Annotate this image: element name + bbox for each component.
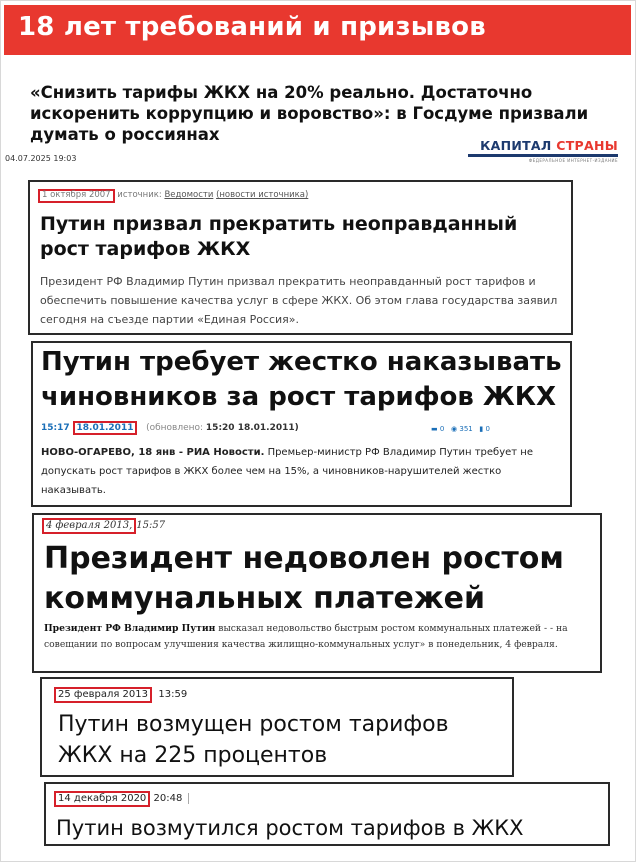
clip-time: 15:17 xyxy=(41,423,70,433)
clip-text-body: высказал недовольство быстрым ростом коммунальных платежей - - на совещании по вопросам улучшения качества жилищно-коммунальных услуг» в понедельник, 4 февраля. xyxy=(44,623,568,650)
comment-icon[interactable]: ▬ xyxy=(431,425,438,433)
highlighted-date: 25 февраля 2013 xyxy=(54,687,152,703)
clip-time: 20:48 xyxy=(153,793,183,804)
clip-text-body: Премьер-министр РФ Владимир Путин требует не допускать рост тарифов в ЖКХ более чем на 15%, а чиновников-нарушителей жестко наказывать. xyxy=(41,447,533,496)
clip-meta xyxy=(41,421,299,435)
logo-subtitle: ФЕДЕРАЛЬНОЕ ИНТЕРНЕТ-ИЗДАНИЕ xyxy=(528,158,618,163)
news-clip-2020 xyxy=(44,782,610,846)
highlighted-date: 4 февраля 2013, xyxy=(42,518,136,534)
lead-bold: Президент РФ Владимир Путин xyxy=(44,623,216,634)
views-count: 351 xyxy=(459,425,473,433)
banner-title: 18 лет требований и призывов xyxy=(18,12,486,42)
main-article-date: 04.07.2025 19:03 xyxy=(5,154,77,163)
updated-value: 15:20 18.01.2011) xyxy=(205,423,299,433)
news-clip-2007 xyxy=(28,180,573,335)
eye-icon: ◉ xyxy=(451,425,458,433)
clip-meta xyxy=(54,687,187,703)
like-icon[interactable]: ▮ xyxy=(479,425,484,433)
clip-text xyxy=(44,621,599,653)
logo-text-strany: СТРАНЫ xyxy=(556,138,618,153)
likes-count: 0 xyxy=(485,425,490,433)
source-label: источник: xyxy=(117,190,162,200)
clip-meta xyxy=(42,518,165,534)
clip-text xyxy=(41,443,569,500)
clip-title-line-1: Путин требует жестко наказывать xyxy=(41,347,562,377)
dateline: НОВО-ОГАРЕВО, 18 янв - РИА Новости. xyxy=(41,447,265,458)
clip-meta xyxy=(38,189,308,203)
source-link[interactable]: Ведомости xyxy=(164,190,214,200)
clip-text: Президент РФ Владимир Путин призвал прекратить неоправданный рост тарифов и обеспечить повышение качества услуг в сфере ЖКХ. Об этом глава государства заявил сегодня на съезде партии «Единая Россия». xyxy=(40,275,558,326)
news-clip-2011 xyxy=(31,341,572,507)
main-headline[interactable]: «Снизить тарифы ЖКХ на 20% реально. Достаточно искоренить коррупцию и воровство»: в Госдуме призвали думать о россиянах xyxy=(30,83,589,144)
clip-title[interactable]: Путин призвал прекратить неоправданный рост тарифов ЖКХ xyxy=(40,213,518,260)
clip-stats xyxy=(431,425,490,433)
clip-time: 13:59 xyxy=(158,689,188,700)
kapital-strany-logo xyxy=(468,138,618,163)
comments-count: 0 xyxy=(439,425,445,433)
clip-meta xyxy=(54,791,189,807)
clip-time: 15:57 xyxy=(136,520,166,531)
clip-title[interactable] xyxy=(41,345,571,415)
highlighted-date: 18.01.2011 xyxy=(73,421,138,435)
updated-label: (обновлено: xyxy=(146,423,204,433)
highlighted-date: 14 декабря 2020 xyxy=(54,791,150,807)
meta-separator xyxy=(188,793,189,804)
clip-title[interactable]: Путин возмутился ростом тарифов в ЖКХ xyxy=(56,816,524,840)
clip-title-line-2: чиновников за рост тарифов ЖКХ xyxy=(41,382,556,412)
news-clip-2013-feb-25 xyxy=(40,677,514,777)
highlighted-date: 1 октября 2007 xyxy=(38,189,115,203)
logo-text-kapital: КАПИТАЛ xyxy=(480,138,552,153)
clip-title[interactable]: Президент недоволен ростом коммунальных платежей xyxy=(44,541,564,616)
title-banner xyxy=(4,5,631,55)
clip-title[interactable]: Путин возмущен ростом тарифов ЖКХ на 225 процентов xyxy=(58,712,449,768)
source-news-link[interactable]: (новости источника) xyxy=(216,190,309,200)
logo-underline xyxy=(468,154,618,157)
news-clip-2013-feb-4 xyxy=(32,513,602,673)
